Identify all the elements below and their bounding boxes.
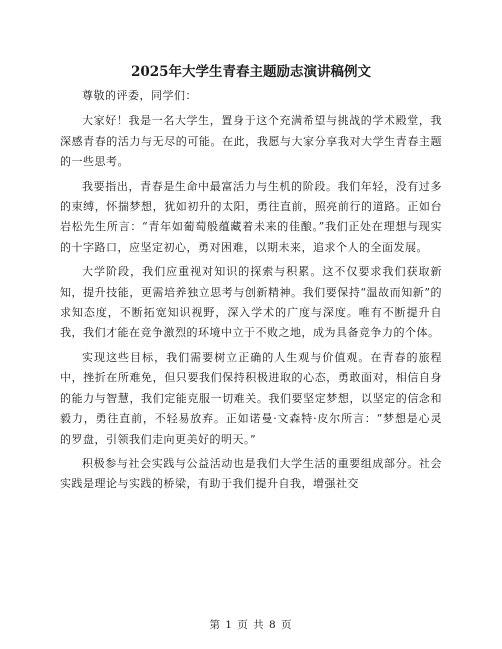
- body-paragraph: 我要指出，青春是生命中最富活力与生机的阶段。我们年轻，没有过多的束缚，怀揣梦想，犹如初升的太阳，勇往直前，照亮前行的道路。正如台岩松先生所言：“青年如葡萄般蕴藏着未来的佳酿。”我们正处在理想与现实的十字路口，应坚定初心，勇对困难，以期未来，追求个人的全面发展。: [60, 179, 442, 254]
- page-number-footer: 第 1 页 共 8 页: [209, 619, 293, 631]
- greeting-paragraph: 尊敬的评委，同学们：: [82, 89, 197, 102]
- body-paragraph: 积极参与社会实践与公益活动也是我们大学生活的重要组成部分。社会实践是理论与实践的桥梁，有助于我们提升自我，增强社交: [60, 456, 442, 491]
- body-paragraph: 实现这些目标，我们需要树立正确的人生观与价值观。在青春的旅程中，挫折在所难免，但只要我们保持积极进取的心态，勇敢面对，相信自身的能力与智慧，我们定能克服一切难关。我们要坚定梦想，以坚定的信念和毅力，勇往直前，不轻易放弃。正如诺曼·文森特·皮尔所言：“梦想是心灵的罗盘，引领我们走向更美好的明天。”: [60, 350, 442, 446]
- document-title: 2025年大学生青春主题励志演讲稿例文: [130, 64, 372, 80]
- body-paragraph: 大学阶段，我们应重视对知识的探索与积累。这不仅要求我们获取新知，提升技能，更需培养独立思考与创新精神。我们要保持“温故而知新”的求知态度，不断拓宽知识视野，深入学术的广度与深度。唯有不断提升自我，我们才能在竞争激烈的环境中立于不败之地，成为具备竞争力的个体。: [60, 265, 442, 340]
- document-body: [60, 86, 442, 495]
- body-paragraph: 大家好！我是一名大学生，置身于这个充满希望与挑战的学术殿堂，我深感青春的活力与无尽的可能。在此，我愿与大家分享我对大学生青春主题的一些思考。: [60, 114, 442, 169]
